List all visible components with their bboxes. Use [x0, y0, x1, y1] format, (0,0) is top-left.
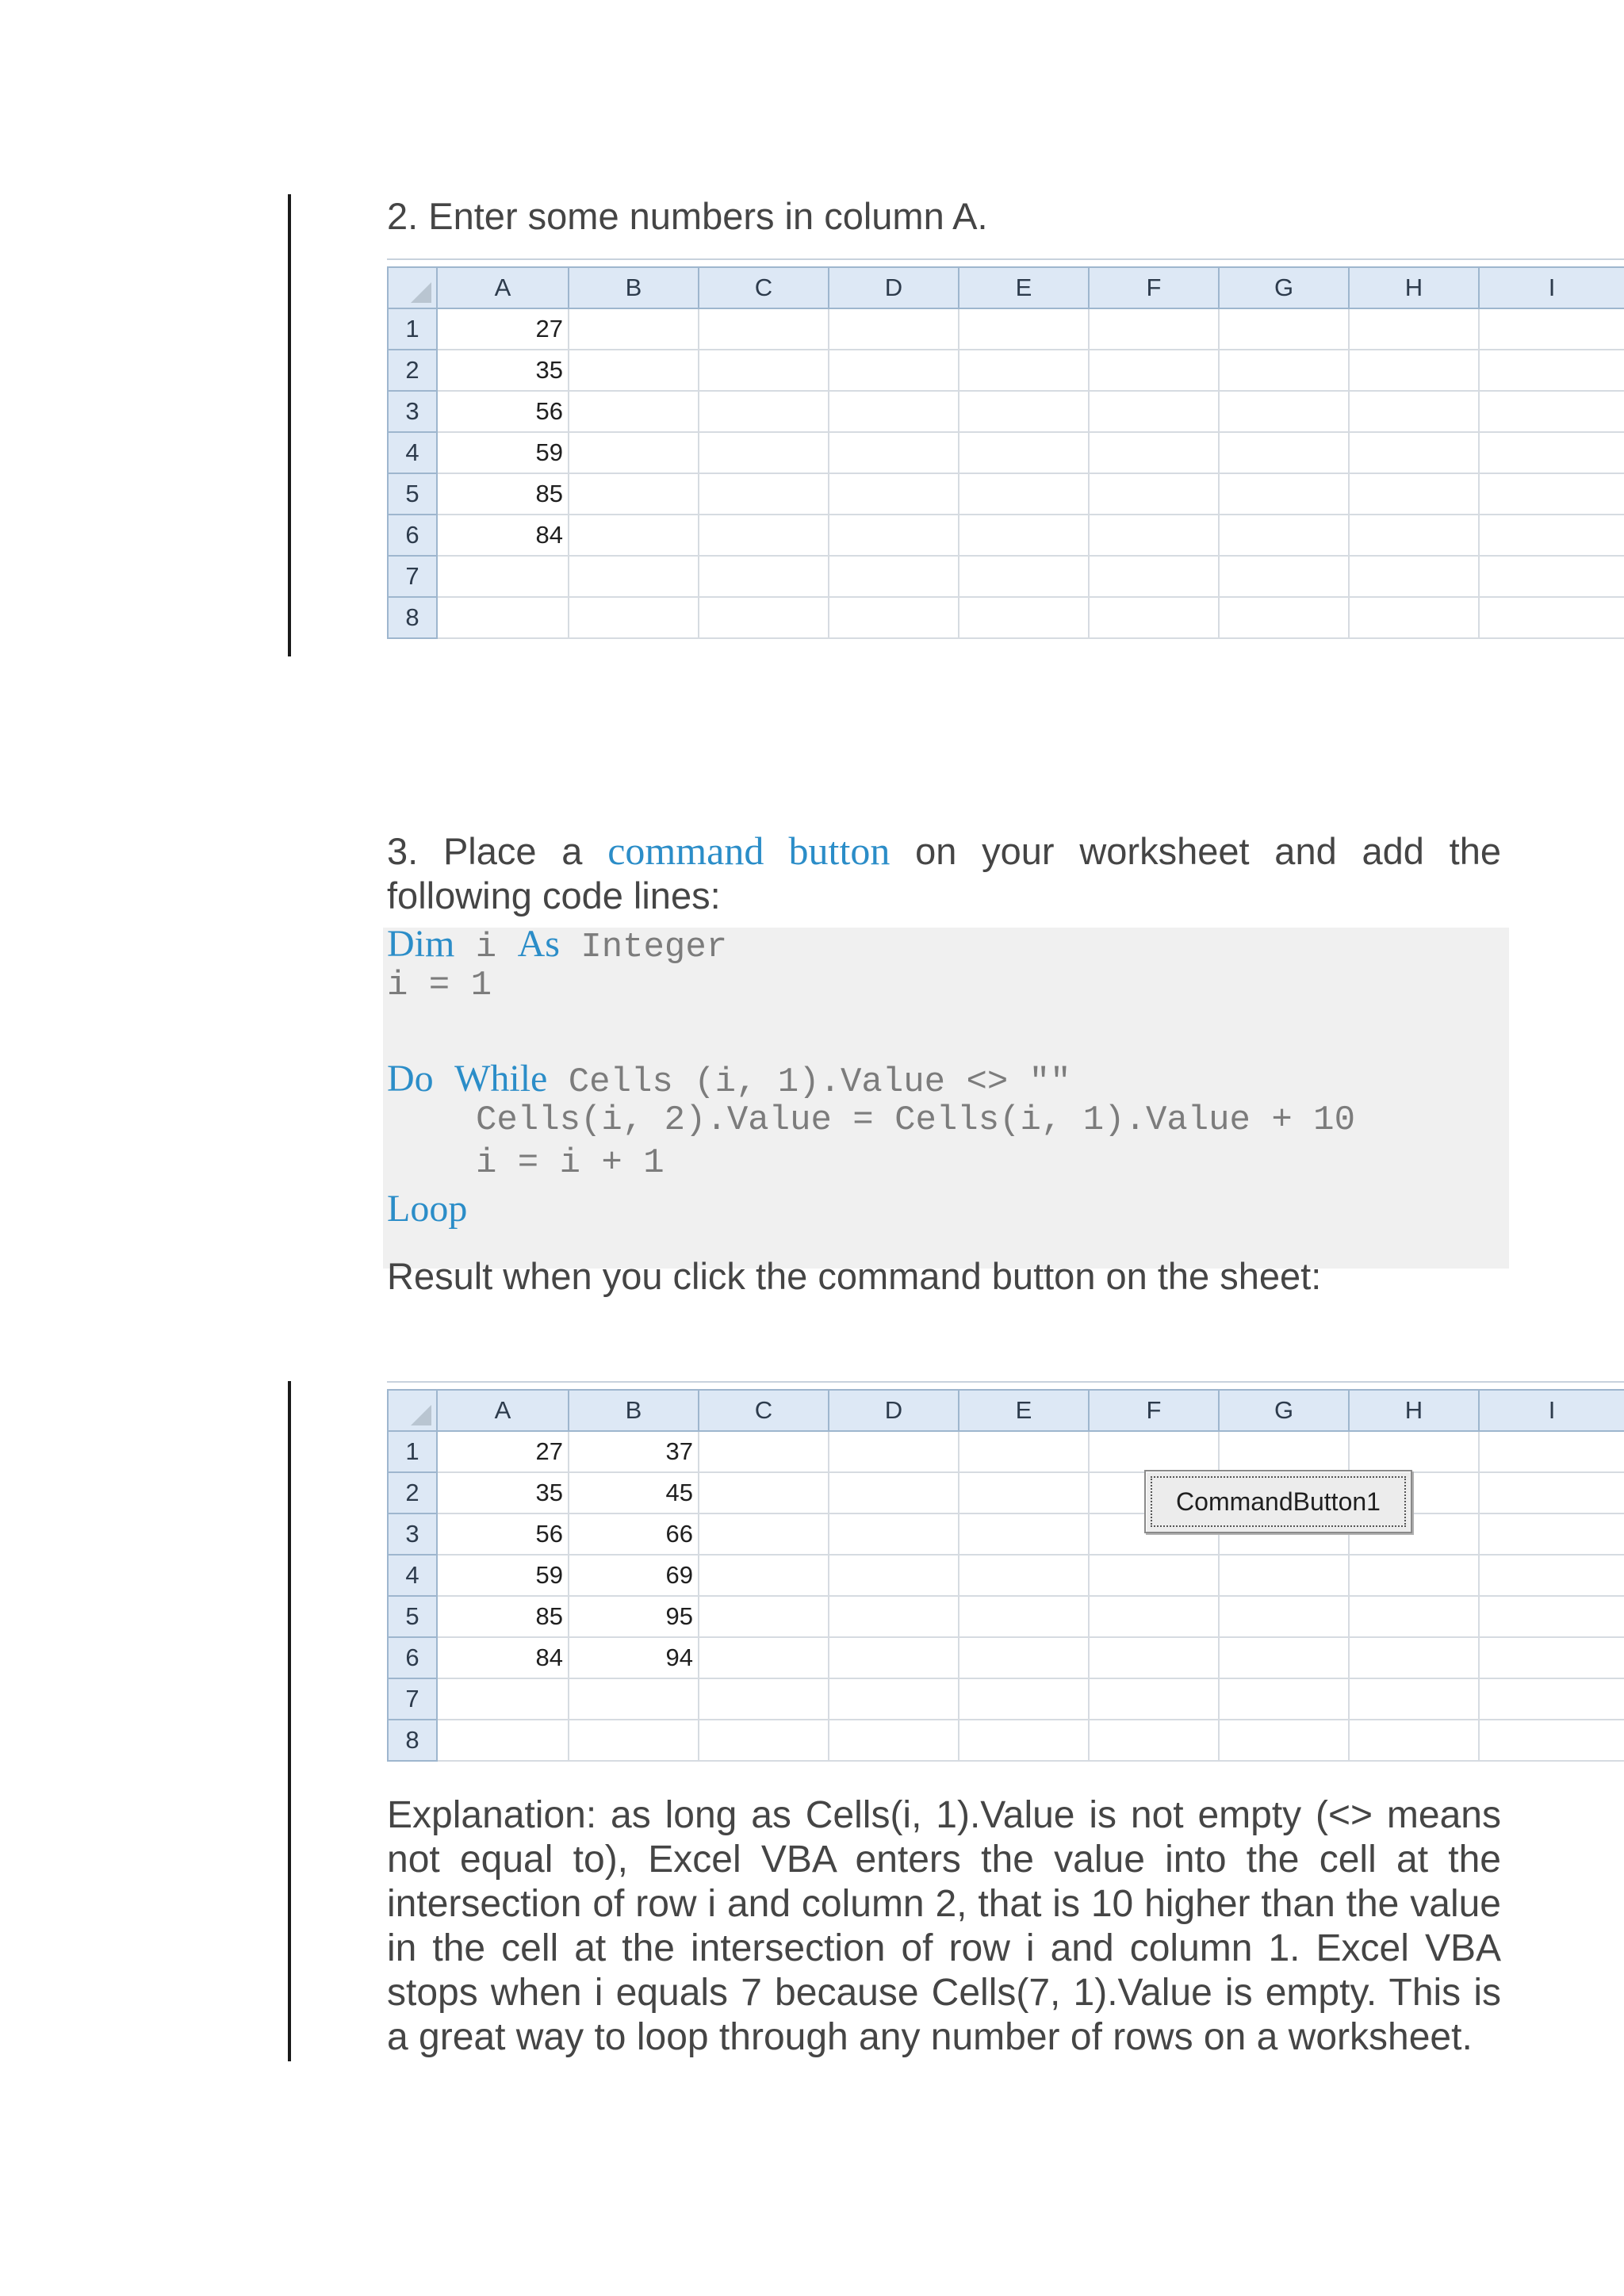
- row-header-2[interactable]: 2: [388, 350, 437, 391]
- cell-c7[interactable]: [699, 556, 829, 597]
- cell-d1[interactable]: [829, 308, 959, 350]
- column-header-g[interactable]: G: [1219, 267, 1349, 308]
- cell-c3[interactable]: [699, 391, 829, 432]
- code-condition: Cells (i, 1).Value <> "": [568, 1062, 1071, 1102]
- column-header-b[interactable]: B: [569, 267, 699, 308]
- cell-h7[interactable]: [1349, 1678, 1479, 1720]
- cell-e2[interactable]: [959, 1472, 1089, 1513]
- cell-h4[interactable]: [1349, 432, 1479, 473]
- code-line-2: i = 1: [387, 966, 492, 1005]
- cell-h3[interactable]: [1349, 391, 1479, 432]
- column-header-c[interactable]: C: [699, 267, 829, 308]
- table-row: [388, 473, 1624, 515]
- table-row: [388, 556, 1624, 597]
- cell-e3[interactable]: [959, 391, 1089, 432]
- cell-e7[interactable]: [959, 556, 1089, 597]
- cell-c1[interactable]: [699, 308, 829, 350]
- code-line-4: Cells(i, 2).Value = Cells(i, 1).Value + 10: [476, 1100, 1355, 1140]
- cell-f2[interactable]: [1089, 350, 1219, 391]
- cell-g6[interactable]: [1219, 515, 1349, 556]
- code-type-integer: Integer: [580, 928, 728, 967]
- cell-d8[interactable]: [829, 597, 959, 638]
- command-button-1[interactable]: [1144, 1470, 1412, 1533]
- cell-d3[interactable]: [829, 1513, 959, 1555]
- row-header-1[interactable]: 1: [388, 308, 437, 350]
- column-header-e[interactable]: E: [959, 1390, 1089, 1431]
- cell-f1[interactable]: [1089, 308, 1219, 350]
- cell-i4[interactable]: [1479, 1555, 1624, 1596]
- row-header-4[interactable]: 4: [388, 432, 437, 473]
- cell-d2[interactable]: [829, 350, 959, 391]
- select-all-triangle-icon: [411, 1405, 431, 1425]
- column-header-h[interactable]: H: [1349, 1390, 1479, 1431]
- cell-i7[interactable]: [1479, 556, 1624, 597]
- spreadsheet-before-table: [387, 266, 1624, 639]
- cell-a6[interactable]: 84: [437, 515, 569, 556]
- cell-g8[interactable]: [1219, 1720, 1349, 1761]
- cell-c2[interactable]: [699, 1472, 829, 1513]
- cell-g4[interactable]: [1219, 432, 1349, 473]
- column-header-a[interactable]: A: [437, 1390, 569, 1431]
- cell-g4[interactable]: [1219, 1555, 1349, 1596]
- cell-g7[interactable]: [1219, 556, 1349, 597]
- table-row: [388, 1720, 1624, 1761]
- cell-h6[interactable]: [1349, 1637, 1479, 1678]
- cell-i8[interactable]: [1479, 1720, 1624, 1761]
- table-row: [388, 1555, 1624, 1596]
- row-header-8[interactable]: 8: [388, 1720, 437, 1761]
- cell-c8[interactable]: [699, 1720, 829, 1761]
- cell-d5[interactable]: [829, 473, 959, 515]
- table-row: [388, 515, 1624, 556]
- cell-b3[interactable]: [569, 391, 699, 432]
- table-row: [388, 350, 1624, 391]
- cell-f4[interactable]: [1089, 1555, 1219, 1596]
- cell-h1[interactable]: [1349, 1431, 1479, 1472]
- cell-g5[interactable]: [1219, 473, 1349, 515]
- cell-a2[interactable]: 35: [437, 1472, 569, 1513]
- cell-b5[interactable]: 95: [569, 1596, 699, 1637]
- step-3-text: [387, 828, 1501, 918]
- select-all-corner[interactable]: [388, 1390, 437, 1431]
- cell-c4[interactable]: [699, 432, 829, 473]
- cell-d7[interactable]: [829, 556, 959, 597]
- cell-e8[interactable]: [959, 1720, 1089, 1761]
- cell-b6[interactable]: [569, 515, 699, 556]
- code-keyword-as: As: [517, 923, 560, 965]
- cell-i6[interactable]: [1479, 1637, 1624, 1678]
- cell-b7[interactable]: [569, 556, 699, 597]
- cell-a1[interactable]: 27: [437, 308, 569, 350]
- cell-b6[interactable]: 94: [569, 1637, 699, 1678]
- table-row: [388, 1678, 1624, 1720]
- row-header-6[interactable]: 6: [388, 1637, 437, 1678]
- cell-g1[interactable]: [1219, 1431, 1349, 1472]
- cell-a1[interactable]: 27: [437, 1431, 569, 1472]
- cell-a8[interactable]: [437, 597, 569, 638]
- cell-e6[interactable]: [959, 1637, 1089, 1678]
- code-keyword-while: While: [454, 1058, 548, 1100]
- column-header-d[interactable]: D: [829, 1390, 959, 1431]
- column-header-g[interactable]: G: [1219, 1390, 1349, 1431]
- cell-h2[interactable]: [1349, 350, 1479, 391]
- cell-i1[interactable]: [1479, 308, 1624, 350]
- cell-i2[interactable]: [1479, 350, 1624, 391]
- column-header-row: [388, 267, 1624, 308]
- cell-h5[interactable]: [1349, 473, 1479, 515]
- cell-e4[interactable]: [959, 1555, 1089, 1596]
- cell-f6[interactable]: [1089, 1637, 1219, 1678]
- code-line-3: [387, 1057, 1071, 1102]
- cell-c3[interactable]: [699, 1513, 829, 1555]
- cell-b8[interactable]: [569, 1720, 699, 1761]
- cell-c8[interactable]: [699, 597, 829, 638]
- cell-i3[interactable]: [1479, 1513, 1624, 1555]
- cell-c4[interactable]: [699, 1555, 829, 1596]
- cell-g1[interactable]: [1219, 308, 1349, 350]
- table-row: [388, 1596, 1624, 1637]
- cell-h6[interactable]: [1349, 515, 1479, 556]
- column-header-h[interactable]: H: [1349, 267, 1479, 308]
- row-header-3[interactable]: 3: [388, 1513, 437, 1555]
- code-keyword-do: Do: [387, 1058, 434, 1100]
- column-header-f[interactable]: F: [1089, 1390, 1219, 1431]
- cell-b2[interactable]: [569, 350, 699, 391]
- cell-f4[interactable]: [1089, 432, 1219, 473]
- row-header-4[interactable]: 4: [388, 1555, 437, 1596]
- cell-a5[interactable]: 85: [437, 1596, 569, 1637]
- cell-d4[interactable]: [829, 432, 959, 473]
- cell-a7[interactable]: [437, 556, 569, 597]
- cell-b1[interactable]: 37: [569, 1431, 699, 1472]
- cell-i8[interactable]: [1479, 597, 1624, 638]
- cell-e1[interactable]: [959, 1431, 1089, 1472]
- cell-e4[interactable]: [959, 432, 1089, 473]
- cell-g5[interactable]: [1219, 1596, 1349, 1637]
- cell-f8[interactable]: [1089, 1720, 1219, 1761]
- cell-f6[interactable]: [1089, 515, 1219, 556]
- cell-d7[interactable]: [829, 1678, 959, 1720]
- command-button-1-label: CommandButton1: [1151, 1476, 1406, 1527]
- cell-a5[interactable]: 85: [437, 473, 569, 515]
- cell-g6[interactable]: [1219, 1637, 1349, 1678]
- spreadsheet-after: [387, 1381, 1624, 1762]
- step-3-suffix: on your worksheet and add the: [915, 830, 1501, 872]
- cell-h7[interactable]: [1349, 556, 1479, 597]
- cell-i2[interactable]: [1479, 1472, 1624, 1513]
- column-header-b[interactable]: B: [569, 1390, 699, 1431]
- column-header-c[interactable]: C: [699, 1390, 829, 1431]
- table-row: [388, 391, 1624, 432]
- table-row: [388, 432, 1624, 473]
- cell-d5[interactable]: [829, 1596, 959, 1637]
- cell-a4[interactable]: 59: [437, 432, 569, 473]
- code-var-i: i: [475, 928, 497, 967]
- spreadsheet-after-table: [387, 1389, 1624, 1762]
- cell-b1[interactable]: [569, 308, 699, 350]
- column-header-d[interactable]: D: [829, 267, 959, 308]
- cell-i4[interactable]: [1479, 432, 1624, 473]
- cell-e3[interactable]: [959, 1513, 1089, 1555]
- code-keyword-loop: Loop: [387, 1188, 468, 1230]
- explanation-text: Explanation: as long as Cells(i, 1).Value is not empty (<> means not equal to), Excel VBA enters the value into the cell at the intersection of row i and column 2, that is 10 higher than the value in the cell at the intersection of row i and column 1. Excel VBA stops when i equals 7 because Cells(7, 1).Value is empty. This is a great way to loop through any number of rows on a worksheet.: [387, 1794, 1501, 2058]
- cell-f8[interactable]: [1089, 597, 1219, 638]
- select-all-triangle-icon: [411, 282, 431, 303]
- result-heading: Result when you click the command button on the sheet:: [387, 1255, 1322, 1297]
- cell-c1[interactable]: [699, 1431, 829, 1472]
- column-header-a[interactable]: A: [437, 267, 569, 308]
- cell-e8[interactable]: [959, 597, 1089, 638]
- select-all-corner[interactable]: [388, 267, 437, 308]
- cell-i1[interactable]: [1479, 1431, 1624, 1472]
- cell-f3[interactable]: [1089, 391, 1219, 432]
- cell-d6[interactable]: [829, 515, 959, 556]
- cell-a3[interactable]: 56: [437, 1513, 569, 1555]
- code-line-5: i = i + 1: [476, 1143, 665, 1183]
- cell-g8[interactable]: [1219, 597, 1349, 638]
- cell-f7[interactable]: [1089, 1678, 1219, 1720]
- cell-h5[interactable]: [1349, 1596, 1479, 1637]
- cell-b3[interactable]: 66: [569, 1513, 699, 1555]
- table-row: [388, 1472, 1624, 1513]
- cell-i6[interactable]: [1479, 515, 1624, 556]
- cell-h4[interactable]: [1349, 1555, 1479, 1596]
- row-header-7[interactable]: 7: [388, 556, 437, 597]
- cell-b8[interactable]: [569, 597, 699, 638]
- cell-d1[interactable]: [829, 1431, 959, 1472]
- cell-b2[interactable]: 45: [569, 1472, 699, 1513]
- cell-a3[interactable]: 56: [437, 391, 569, 432]
- spreadsheet-before: [387, 258, 1624, 639]
- cell-b4[interactable]: [569, 432, 699, 473]
- command-button-link[interactable]: command button: [607, 828, 891, 873]
- cell-i7[interactable]: [1479, 1678, 1624, 1720]
- cell-d2[interactable]: [829, 1472, 959, 1513]
- column-header-f[interactable]: F: [1089, 267, 1219, 308]
- cell-d6[interactable]: [829, 1637, 959, 1678]
- row-header-1[interactable]: 1: [388, 1431, 437, 1472]
- cell-c5[interactable]: [699, 473, 829, 515]
- cell-b4[interactable]: 69: [569, 1555, 699, 1596]
- table-row: [388, 1513, 1624, 1555]
- cell-a4[interactable]: 59: [437, 1555, 569, 1596]
- cell-f1[interactable]: [1089, 1431, 1219, 1472]
- code-line-1: [387, 922, 727, 967]
- cell-e5[interactable]: [959, 473, 1089, 515]
- cell-h8[interactable]: [1349, 597, 1479, 638]
- cell-g3[interactable]: [1219, 391, 1349, 432]
- row-header-7[interactable]: 7: [388, 1678, 437, 1720]
- cell-d4[interactable]: [829, 1555, 959, 1596]
- cell-b7[interactable]: [569, 1678, 699, 1720]
- cell-f5[interactable]: [1089, 473, 1219, 515]
- table-row: [388, 1637, 1624, 1678]
- column-header-i[interactable]: I: [1479, 267, 1624, 308]
- step-3-line-2: following code lines:: [387, 874, 721, 916]
- column-header-i[interactable]: I: [1479, 1390, 1624, 1431]
- cell-h1[interactable]: [1349, 308, 1479, 350]
- cell-g2[interactable]: [1219, 350, 1349, 391]
- cell-c6[interactable]: [699, 1637, 829, 1678]
- cell-a2[interactable]: 35: [437, 350, 569, 391]
- cell-e6[interactable]: [959, 515, 1089, 556]
- cell-e1[interactable]: [959, 308, 1089, 350]
- column-header-e[interactable]: E: [959, 267, 1089, 308]
- cell-e2[interactable]: [959, 350, 1089, 391]
- cell-i5[interactable]: [1479, 1596, 1624, 1637]
- row-header-6[interactable]: 6: [388, 515, 437, 556]
- cell-d8[interactable]: [829, 1720, 959, 1761]
- cell-f5[interactable]: [1089, 1596, 1219, 1637]
- table-row: [388, 1431, 1624, 1472]
- cell-h8[interactable]: [1349, 1720, 1479, 1761]
- code-line-6: [387, 1187, 467, 1232]
- step-3-prefix: 3. Place a: [387, 830, 583, 872]
- cell-a7[interactable]: [437, 1678, 569, 1720]
- row-header-5[interactable]: 5: [388, 1596, 437, 1637]
- cell-c7[interactable]: [699, 1678, 829, 1720]
- column-header-row: [388, 1390, 1624, 1431]
- cell-i5[interactable]: [1479, 473, 1624, 515]
- table-row: [388, 597, 1624, 638]
- cell-c6[interactable]: [699, 515, 829, 556]
- cell-e7[interactable]: [959, 1678, 1089, 1720]
- cell-a8[interactable]: [437, 1720, 569, 1761]
- cell-c2[interactable]: [699, 350, 829, 391]
- row-header-8[interactable]: 8: [388, 597, 437, 638]
- code-keyword-dim: Dim: [387, 923, 455, 965]
- cell-g7[interactable]: [1219, 1678, 1349, 1720]
- cell-c5[interactable]: [699, 1596, 829, 1637]
- left-margin-bar-bottom: [288, 1381, 291, 2061]
- row-header-3[interactable]: 3: [388, 391, 437, 432]
- table-row: [388, 308, 1624, 350]
- cell-d3[interactable]: [829, 391, 959, 432]
- row-header-5[interactable]: 5: [388, 473, 437, 515]
- cell-e5[interactable]: [959, 1596, 1089, 1637]
- cell-f7[interactable]: [1089, 556, 1219, 597]
- row-header-2[interactable]: 2: [388, 1472, 437, 1513]
- step-2-heading: 2. Enter some numbers in column A.: [387, 195, 988, 237]
- cell-i3[interactable]: [1479, 391, 1624, 432]
- left-margin-bar-top: [288, 194, 291, 656]
- cell-a6[interactable]: 84: [437, 1637, 569, 1678]
- cell-b5[interactable]: [569, 473, 699, 515]
